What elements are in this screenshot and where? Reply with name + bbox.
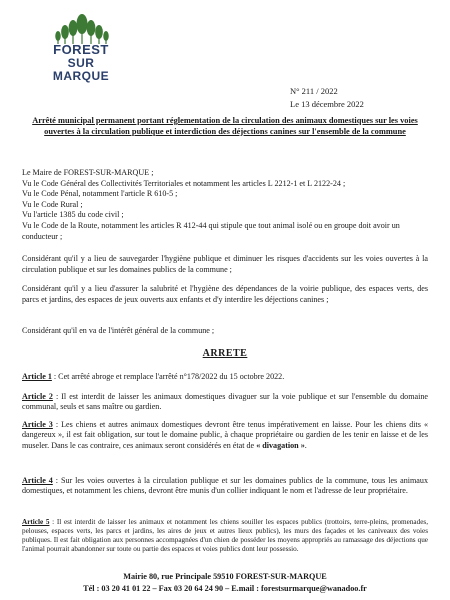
- considerant-3: Considérant qu'il en va de l'intérêt général de la commune ;: [22, 326, 215, 335]
- town-logo: [38, 14, 124, 84]
- article-3: [22, 420, 428, 451]
- footer-address: Mairie 80, rue Principale 59510 FOREST-SUR-MARQUE: [123, 572, 327, 581]
- visa-line: Vu le Code Rural ;: [22, 199, 83, 209]
- visa-line: Vu le Code Général des Collectivités Territoriales et notamment les articles L 2212-1 et L 2122-24 ;: [22, 178, 346, 188]
- logo-text-sur: SUR: [67, 56, 95, 70]
- article-text: : Cet arrêté abroge et remplace l'arrêté n°178/2022 du 15 octobre 2022.: [51, 372, 285, 381]
- tree-shape: [61, 25, 69, 39]
- tree-shape: [55, 31, 61, 41]
- article-label: Article 5: [22, 518, 50, 526]
- article-label: Article 2: [22, 392, 53, 401]
- decree-date: Le 13 décembre 2022: [290, 99, 364, 109]
- visas-list: [22, 168, 428, 242]
- article-label: Article 4: [22, 476, 53, 485]
- decree-number: N° 211 / 2022: [290, 86, 338, 96]
- logo-text-forest: FOREST: [53, 42, 109, 57]
- decree-title: Arrêté municipal permanent portant réglementation de la circulation des animaux domestiques sur les voies ouvertes à la circulation publique et interdiction des déjections canines sur l'ensemble de la commune: [32, 116, 418, 136]
- article-text: : Il est interdit de laisser les animaux et notamment les chiens souiller les espaces publics (trottoirs, terre-pleins, promenades, pelouses, espaces verts, les parcs et jardins, les aires de jeux et autres lieux publics), les murs des façades et les caniveaux des voies publiques. Il est fait obligation aux personnes accompagnées d'un chien de posséder les moyens appropriés au ramassage des déjections que l'animal pourrait abandonner sur toute ou partie des espaces et voies publics dont leur possessio.: [22, 518, 428, 553]
- visa-line: Le Maire de FOREST-SUR-MARQUE ;: [22, 168, 154, 177]
- trees-logo-icon: [52, 14, 112, 44]
- logo-text-marque: MARQUE: [52, 69, 110, 83]
- tree-shape: [95, 25, 103, 39]
- visa-line: Vu le Code Pénal, notamment l'article R 610-5 ;: [22, 189, 178, 199]
- article-2: [22, 392, 428, 413]
- considerant-2: Considérant qu'il y a lieu d'assurer la salubrité et l'hygiène des dépendances de la voirie publique, des espaces verts, des parcs et jardins, des espaces de jeux ouverts aux enfants et d'y interdire les déjections canines ;: [22, 284, 428, 304]
- article-5: [22, 518, 428, 554]
- article-text: : Sur les voies ouvertes à la circulation publique et sur les domaines publics de la commune, tous les animaux domestiques, et notamment les chiens, devront être munis d'un collier indiquant le nom et l'adresse de leur propriétaire.: [22, 476, 428, 496]
- arrete-heading: ARRETE: [202, 348, 248, 359]
- visa-line: Vu l'article 1385 du code civil ;: [22, 210, 124, 220]
- article-text-end: .: [304, 440, 307, 450]
- tree-shape: [69, 20, 78, 36]
- divagation-keyword: « divagation »: [256, 440, 305, 450]
- tree-shape: [103, 31, 109, 41]
- article-4: [22, 476, 428, 497]
- tree-shape: [77, 14, 88, 34]
- article-text: : Il est interdit de laisser les animaux domestiques divaguer sur la voie publique et sur l'ensemble du domaine communal, seuls et sans maître ou gardien.: [22, 392, 428, 412]
- considerant-1: Considérant qu'il y a lieu de sauvegarder l'hygiène publique et diminuer les risques d'accidents sur les voies ouvertes à la circulation publique et sur les domaines publics de la commune ;: [22, 254, 428, 274]
- footer-contact: Tél : 03 20 41 01 22 – Fax 03 20 64 24 90 – E.mail : forestsurmarque@wanadoo.fr: [83, 584, 367, 593]
- visa-line: Vu le Code de la Route, notamment les articles R 412-44 qui stipule que tout animal isolé ou en groupe doit avoir un conducteur ;: [22, 220, 400, 241]
- article-label: Article 1: [22, 372, 52, 381]
- article-text: : Les chiens et autres animaux domestiques devront être tenus impérativement en laisse. Pour les chiens dits « dangereux », il est fait obligation, sur tout le domaine public, à chaque propriétaire ou gardien de les tenir en laisse et de les museler. Dans le cas contraire, ces animaux seront considérés en état de: [22, 420, 428, 450]
- article-label: Article 3: [22, 420, 53, 429]
- article-1: [22, 372, 428, 382]
- tree-shape: [87, 20, 96, 36]
